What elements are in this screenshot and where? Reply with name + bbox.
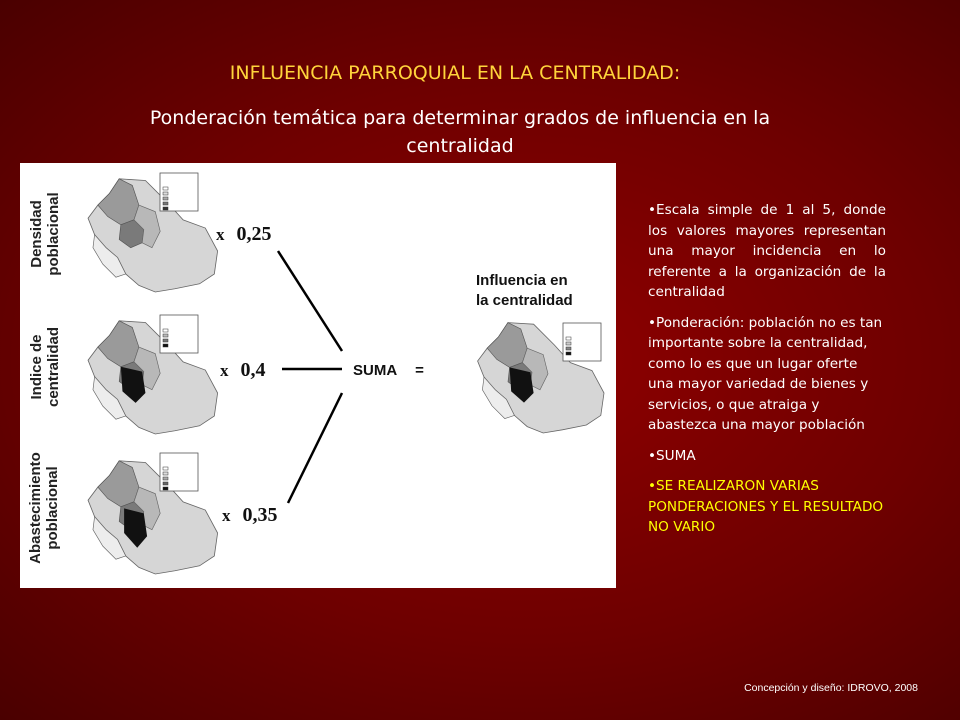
bullet-escala: •Escala simple de 1 al 5, donde los valores mayores representan una mayor incidencia en lo referente a la organización de la centralidad	[648, 202, 886, 300]
weight-indice: x 0,4	[220, 359, 266, 381]
slide-subtitle: Ponderación temática para determinar grados de influencia en la centralidad	[149, 107, 771, 157]
bullet-list	[648, 200, 886, 548]
weight-densidad: x 0,25	[216, 223, 272, 245]
map-densidad-legend	[160, 173, 198, 211]
map-indice-legend	[160, 315, 198, 353]
slide-title: INFLUENCIA PARROQUIAL EN LA CENTRALIDAD:	[229, 62, 681, 84]
label-abastecimiento: Abastecimiento poblacional	[27, 452, 61, 564]
bullet-suma: •SUMA	[648, 447, 696, 464]
suma-label: SUMA =	[353, 362, 424, 379]
weighting-diagram	[20, 163, 616, 588]
label-densidad: Densidad poblacional	[28, 192, 62, 276]
weight-abastecimiento: x 0,35	[222, 504, 278, 526]
bullet-conclusion: •SE REALIZARON VARIAS PONDERACIONES Y EL RESULTADO NO VARIO	[648, 478, 884, 535]
diagram-graphics	[20, 163, 616, 588]
credit-text: Concepción y diseño: IDROVO, 2008	[744, 682, 918, 694]
connector-line-bottom	[288, 393, 342, 503]
map-resultado-legend	[563, 323, 601, 361]
label-indice: Indice de centralidad	[28, 326, 62, 408]
connector-line-top	[278, 251, 342, 351]
map-abastecimiento-legend	[160, 453, 198, 491]
bullet-ponderacion: •Ponderación: población no es tan importante sobre la centralidad, como lo es que un lugar oferte una mayor variedad de bienes y servicios, o que atraiga y abastezca una mayor población	[648, 314, 883, 433]
result-title: Influencia en la centralidad	[476, 272, 573, 309]
